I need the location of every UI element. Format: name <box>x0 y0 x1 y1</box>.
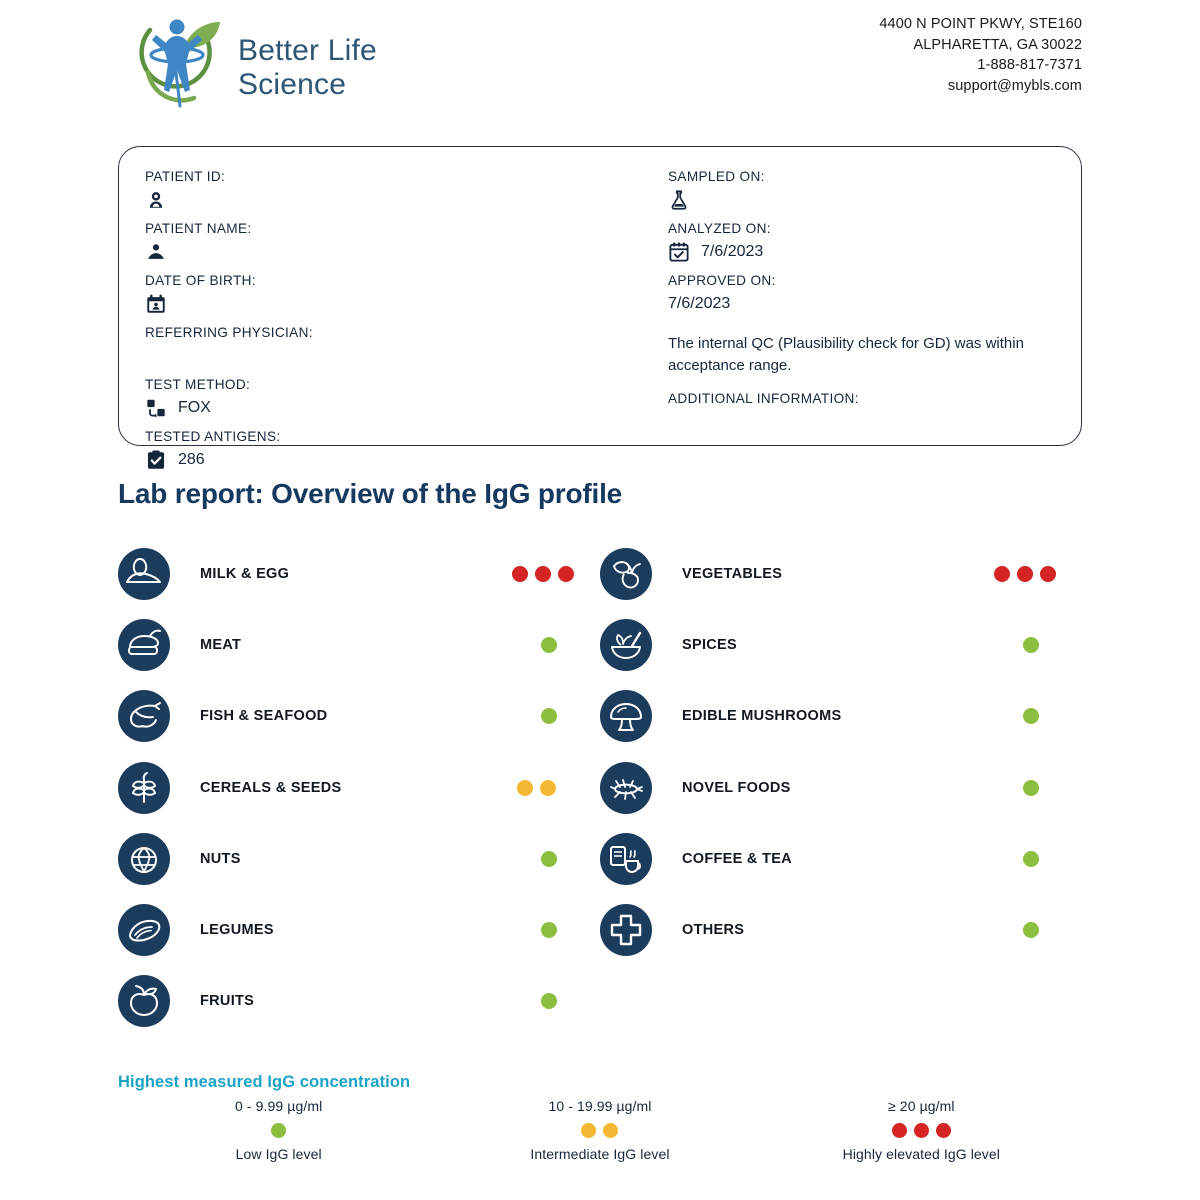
category-row[interactable] <box>118 681 600 752</box>
legend-range: 0 - 9.99 µg/ml <box>235 1098 323 1114</box>
category-label: VEGETABLES <box>682 565 783 582</box>
legend-item <box>761 1098 1082 1162</box>
category-row[interactable] <box>600 538 1082 609</box>
category-icon-insect-icon <box>600 762 652 814</box>
test-method-value: FOX <box>178 399 211 416</box>
flask-icon <box>668 189 690 211</box>
category-label: EDIBLE MUSHROOMS <box>682 708 842 725</box>
legend-range: ≥ 20 µg/ml <box>888 1098 955 1114</box>
analyzed-on-value: 7/6/2023 <box>701 243 764 260</box>
igg-level-dot <box>541 993 557 1009</box>
igg-level-dots <box>512 708 596 724</box>
legend-dot <box>603 1123 618 1138</box>
igg-level-dots <box>994 708 1078 724</box>
igg-level-dot <box>541 922 557 938</box>
meat-icon <box>122 623 166 667</box>
legend-title: Highest measured IgG concentration <box>118 1073 411 1091</box>
walnut-icon <box>122 837 166 881</box>
category-label: CEREALS & SEEDS <box>200 779 342 796</box>
legend-dot <box>581 1123 596 1138</box>
category-icon-shrimp-icon <box>118 690 170 742</box>
category-icon-meat-icon <box>118 619 170 671</box>
vegetables-icon <box>604 552 648 596</box>
analyzed-on-label: ANALYZED ON: <box>668 221 771 236</box>
igg-level-dot <box>512 566 528 582</box>
apple-icon <box>122 979 166 1023</box>
category-column-right <box>600 538 1082 1037</box>
tested-antigens-field <box>145 447 600 473</box>
igg-level-dot <box>1017 566 1033 582</box>
qc-note: The internal QC (Plausibility check for GD) was within acceptance range. <box>668 335 1024 374</box>
igg-level-dots <box>512 780 596 796</box>
igg-level-dots <box>512 993 596 1009</box>
category-icon-coffee-tea-icon <box>600 833 652 885</box>
patient-id-label: PATIENT ID: <box>145 169 226 184</box>
category-icon-vegetables-icon <box>600 548 652 600</box>
category-icon-apple-icon <box>118 975 170 1027</box>
category-label: LEGUMES <box>200 922 274 939</box>
category-row[interactable] <box>600 609 1082 680</box>
category-icon-bean-pod-icon <box>118 904 170 956</box>
page-header <box>0 0 1200 130</box>
category-row[interactable] <box>118 752 600 823</box>
legend-dot <box>914 1123 929 1138</box>
igg-level-dot <box>1023 922 1039 938</box>
patient-id-field <box>145 187 600 213</box>
contact-phone: 1-888-817-7371 <box>977 57 1082 74</box>
grain-icon <box>122 766 166 810</box>
patient-info-box <box>118 146 1082 468</box>
igg-level-dot <box>541 708 557 724</box>
approved-on-value: 7/6/2023 <box>668 295 731 312</box>
category-label: OTHERS <box>682 922 745 939</box>
category-column-left <box>118 538 600 1037</box>
igg-level-dots <box>994 566 1078 582</box>
mortar-pestle-icon <box>604 623 648 667</box>
igg-level-dot <box>540 780 556 796</box>
legend-dot <box>936 1123 951 1138</box>
category-row[interactable] <box>600 752 1082 823</box>
category-row[interactable] <box>600 894 1082 965</box>
category-label: COFFEE & TEA <box>682 850 792 867</box>
contact-address-line1: 4400 N POINT PKWY, STE160 <box>879 16 1082 32</box>
category-row[interactable] <box>118 538 600 609</box>
category-label: SPICES <box>682 636 737 653</box>
legend-item <box>439 1098 760 1162</box>
igg-level-dot <box>541 637 557 653</box>
test-method-field <box>145 395 600 421</box>
tested-antigens-value: 286 <box>178 451 205 468</box>
category-row[interactable] <box>118 823 600 894</box>
referring-physician-field <box>145 343 600 369</box>
approved-on-field <box>668 291 1098 317</box>
contact-info <box>879 8 1082 96</box>
category-label: MEAT <box>200 636 242 653</box>
approved-on-label: APPROVED ON: <box>668 273 776 288</box>
category-icon-mushroom-icon <box>600 690 652 742</box>
category-row[interactable] <box>118 966 600 1037</box>
legend-dots <box>439 1123 760 1138</box>
igg-level-dot <box>517 780 533 796</box>
user-icon <box>145 241 167 263</box>
coffee-tea-icon <box>604 837 648 881</box>
category-icon-milk-egg-icon <box>118 548 170 600</box>
analyzed-on-field <box>668 239 1098 265</box>
category-row[interactable] <box>600 823 1082 894</box>
bean-pod-icon <box>122 908 166 952</box>
mushroom-icon <box>604 694 648 738</box>
milk-egg-icon <box>122 552 166 596</box>
legend-caption: Low IgG level <box>235 1146 322 1162</box>
brand-name-line1: Better Life <box>238 34 377 68</box>
clipboard-check-icon <box>145 449 167 471</box>
patient-name-field <box>145 239 600 265</box>
category-icon-cross-icon <box>600 904 652 956</box>
category-row[interactable] <box>118 894 600 965</box>
igg-level-dot <box>1023 637 1039 653</box>
page-title: Lab report: Overview of the IgG profile <box>118 478 623 509</box>
category-label: MILK & EGG <box>200 565 290 582</box>
legend-item <box>118 1098 439 1162</box>
shrimp-icon <box>122 694 166 738</box>
category-icon-walnut-icon <box>118 833 170 885</box>
igg-level-dot <box>994 566 1010 582</box>
category-icon-grain-icon <box>118 762 170 814</box>
person-badge-icon <box>145 189 167 211</box>
igg-level-dots <box>994 780 1078 796</box>
process-flow-icon <box>145 397 167 419</box>
tested-antigens-label: TESTED ANTIGENS: <box>145 429 281 444</box>
legend-dot <box>271 1123 286 1138</box>
igg-level-dot <box>1040 566 1056 582</box>
legend <box>118 1098 1082 1162</box>
igg-level-dot <box>1023 851 1039 867</box>
legend-dots <box>118 1123 439 1138</box>
insect-icon <box>604 766 648 810</box>
igg-level-dots <box>994 637 1078 653</box>
igg-level-dots <box>512 851 596 867</box>
category-label: NUTS <box>200 850 241 867</box>
legend-caption: Highly elevated IgG level <box>842 1146 1000 1162</box>
legend-dots <box>761 1123 1082 1138</box>
brand-name-line2: Science <box>238 68 347 101</box>
contact-address-line2: ALPHARETTA, GA 30022 <box>913 36 1082 53</box>
legend-dot <box>892 1123 907 1138</box>
brand-name <box>238 18 377 101</box>
patient-info-left-column <box>145 169 600 468</box>
category-row[interactable] <box>118 609 600 680</box>
category-label: NOVEL FOODS <box>682 779 791 796</box>
igg-level-dots <box>512 566 596 582</box>
calendar-user-icon <box>145 293 167 315</box>
date-of-birth-label: DATE OF BIRTH: <box>145 273 256 288</box>
category-icon-mortar-pestle-icon <box>600 619 652 671</box>
category-row[interactable] <box>600 681 1082 752</box>
igg-level-dots <box>512 922 596 938</box>
additional-information-label: ADDITIONAL INFORMATION: <box>668 390 859 406</box>
igg-profile-grid <box>118 538 1082 1037</box>
sampled-on-label: SAMPLED ON: <box>668 169 765 184</box>
igg-level-dots <box>994 851 1078 867</box>
person-leaf-circle-logo-icon <box>128 8 232 112</box>
cross-icon <box>604 908 648 952</box>
calendar-check-icon <box>668 241 690 263</box>
contact-email: support@mybls.com <box>947 77 1082 94</box>
igg-level-dot <box>541 851 557 867</box>
date-of-birth-field <box>145 291 600 317</box>
igg-level-dot <box>535 566 551 582</box>
category-label: FRUITS <box>200 993 255 1010</box>
brand-logo <box>128 8 377 112</box>
sampled-on-field <box>668 187 1098 213</box>
category-label: FISH & SEAFOOD <box>200 708 328 725</box>
referring-physician-label: REFERRING PHYSICIAN: <box>145 325 313 340</box>
igg-level-dots <box>994 922 1078 938</box>
igg-level-dots <box>512 637 596 653</box>
test-method-label: TEST METHOD: <box>145 377 251 392</box>
legend-range: 10 - 19.99 µg/ml <box>548 1098 652 1114</box>
igg-level-dot <box>1023 780 1039 796</box>
patient-info-right-column <box>600 169 1098 445</box>
igg-level-dot <box>558 566 574 582</box>
legend-caption: Intermediate IgG level <box>530 1146 670 1162</box>
patient-name-label: PATIENT NAME: <box>145 221 252 236</box>
igg-level-dot <box>1023 708 1039 724</box>
